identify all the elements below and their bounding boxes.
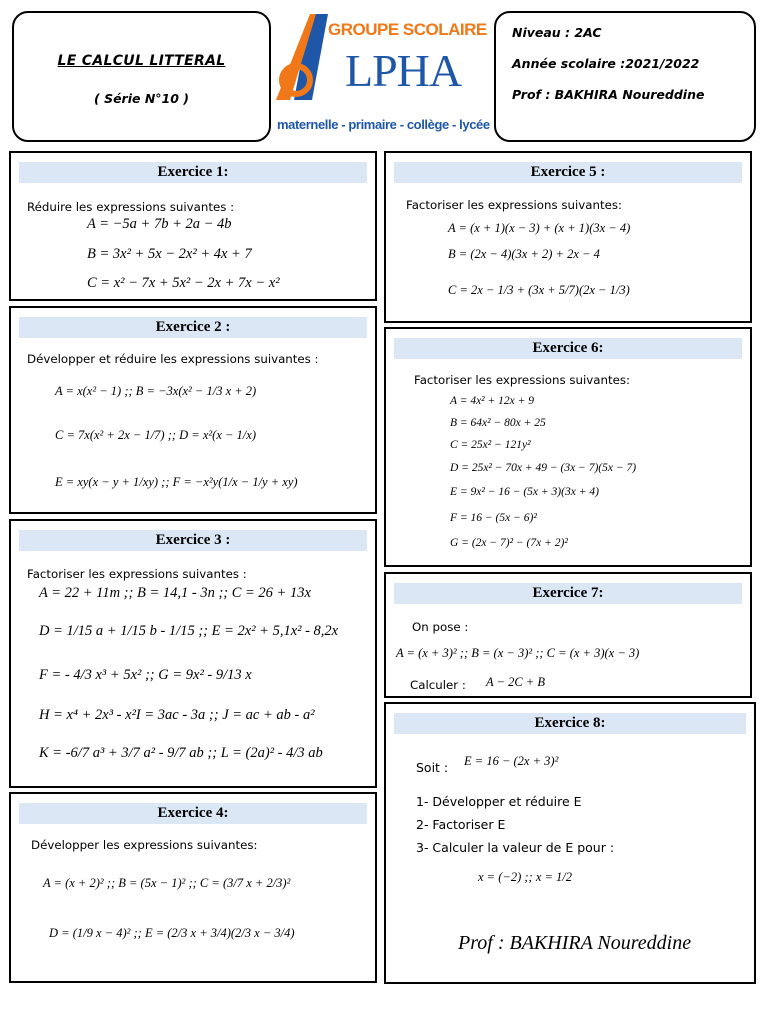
exercise-5-expr-c: C = 2x − 1/3 + (3x + 5/7)(2x − 1/3)	[448, 283, 630, 297]
exercise-7-on-pose: On pose :	[412, 620, 469, 634]
exercise-2-title: Exercice 2 :	[19, 317, 367, 338]
exercise-1-expr-c: C = x² − 7x + 5x² − 2x + 7x − x²	[87, 275, 280, 291]
exercise-6-expr-e: E = 9x² − 16 − (5x + 3)(3x + 4)	[450, 486, 599, 498]
exercise-3-expr-hij: H = x⁴ + 2x³ - x²I = 3ac - 3a ;; J = ac + ab - a²	[39, 707, 315, 723]
exercise-6-title: Exercice 6:	[394, 338, 742, 359]
logo-tagline: maternelle - primaire - collège - lycée	[277, 117, 490, 132]
exercise-7	[384, 572, 752, 698]
exercise-3	[9, 519, 377, 788]
exercise-2-expr-cd: C = 7x(x² + 2x − 1/7) ;; D = x²(x − 1/x)	[55, 428, 256, 442]
exercise-7-title: Exercice 7:	[394, 583, 742, 604]
exercise-5	[384, 151, 752, 323]
school-logo	[272, 14, 492, 140]
title-box	[12, 11, 271, 142]
exercise-1-expr-b: B = 3x² + 5x − 2x² + 4x + 7	[87, 246, 252, 262]
exercise-3-instruction: Factoriser les expressions suivantes :	[27, 567, 247, 581]
exercise-4-expr-de: D = (1/9 x − 4)² ;; E = (2/3 x + 3/4)(2/3 x − 3/4)	[49, 926, 295, 940]
exercise-6-expr-g: G = (2x − 7)² − (7x + 2)²	[450, 537, 568, 549]
exercise-7-definitions: A = (x + 3)² ;; B = (x − 3)² ;; C = (x + 3)(x − 3)	[396, 646, 640, 660]
series-number: ( Série N°10 )	[94, 91, 189, 106]
exercise-2-expr-ab: A = x(x² − 1) ;; B = −3x(x² − 1/3 x + 2)	[55, 384, 257, 398]
exercise-3-title: Exercice 3 :	[19, 530, 367, 551]
exercise-5-expr-a: A = (x + 1)(x − 3) + (x + 1)(3x − 4)	[448, 221, 631, 235]
exercise-4-instruction: Développer les expressions suivantes:	[31, 838, 258, 852]
exercise-6-expr-f: F = 16 − (5x − 6)²	[450, 512, 537, 524]
exercise-6	[384, 327, 752, 567]
exercise-8-soit-expr: E = 16 − (2x + 3)²	[464, 754, 559, 768]
signature: Prof : BAKHIRA Noureddine	[458, 932, 692, 954]
exercise-4	[9, 792, 377, 983]
exercise-8	[384, 702, 756, 984]
exercise-5-expr-b: B = (2x − 4)(3x + 2) + 2x − 4	[448, 247, 600, 261]
exercise-3-expr-de: D = 1/15 a + 1/15 b - 1/15 ;; E = 2x² + 5,1x² - 8,2x	[39, 623, 339, 639]
exercise-5-title: Exercice 5 :	[394, 162, 742, 183]
annee-scolaire: Année scolaire :2021/2022	[512, 56, 700, 71]
logo-groupe-scolaire: GROUPE SCOLAIRE	[328, 20, 487, 39]
exercise-8-item-2: 2- Factoriser E	[416, 817, 506, 832]
document-title: LE CALCUL LITTERAL	[57, 53, 226, 69]
exercise-1-instruction: Réduire les expressions suivantes :	[27, 200, 235, 214]
exercise-6-expr-d: D = 25x² − 70x + 49 − (3x − 7)(5x − 7)	[450, 462, 637, 474]
exercise-8-item-3: 3- Calculer la valeur de E pour :	[416, 840, 615, 855]
exercise-4-title: Exercice 4:	[19, 803, 367, 824]
exercise-2	[9, 306, 377, 514]
exercise-5-instruction: Factoriser les expressions suivantes:	[406, 198, 622, 212]
exercise-7-calculer-label: Calculer :	[410, 678, 466, 692]
exercise-3-expr-abc: A = 22 + 11m ;; B = 14,1 - 3n ;; C = 26 + 13x	[39, 585, 311, 601]
logo-alpha: LPHA	[345, 45, 462, 96]
exercise-6-instruction: Factoriser les expressions suivantes:	[414, 373, 630, 387]
prof-name: Prof : BAKHIRA Noureddine	[512, 87, 705, 102]
exercise-2-instruction: Développer et réduire les expressions suivantes :	[27, 352, 319, 366]
info-box	[494, 11, 756, 142]
exercise-1-title: Exercice 1:	[19, 162, 367, 183]
exercise-6-expr-c: C = 25x² − 121y²	[450, 439, 531, 451]
exercise-7-calculer-expr: A − 2C + B	[486, 675, 546, 689]
exercise-1	[9, 151, 377, 301]
niveau: Niveau : 2AC	[512, 25, 602, 40]
exercise-8-values: x = (−2) ;; x = 1/2	[478, 870, 573, 884]
exercise-1-expr-a: A = −5a + 7b + 2a − 4b	[87, 216, 232, 232]
exercise-6-expr-a: A = 4x² + 12x + 9	[450, 395, 535, 407]
exercise-4-expr-abc: A = (x + 2)² ;; B = (5x − 1)² ;; C = (3/7 x + 2/3)²	[43, 876, 291, 890]
exercise-6-expr-b: B = 64x² − 80x + 25	[450, 417, 546, 429]
exercise-3-expr-kl: K = -6/7 a³ + 3/7 a² - 9/7 ab ;; L = (2a)² - 4/3 ab	[39, 745, 323, 761]
exercise-3-expr-fg: F = - 4/3 x³ + 5x² ;; G = 9x² - 9/13 x	[39, 667, 252, 683]
exercise-2-expr-ef: E = xy(x − y + 1/xy) ;; F = −x²y(1/x − 1/y + xy)	[55, 475, 298, 489]
exercise-8-title: Exercice 8:	[394, 713, 746, 734]
exercise-8-item-1: 1- Développer et réduire E	[416, 794, 582, 809]
exercise-8-soit-label: Soit :	[416, 760, 449, 775]
